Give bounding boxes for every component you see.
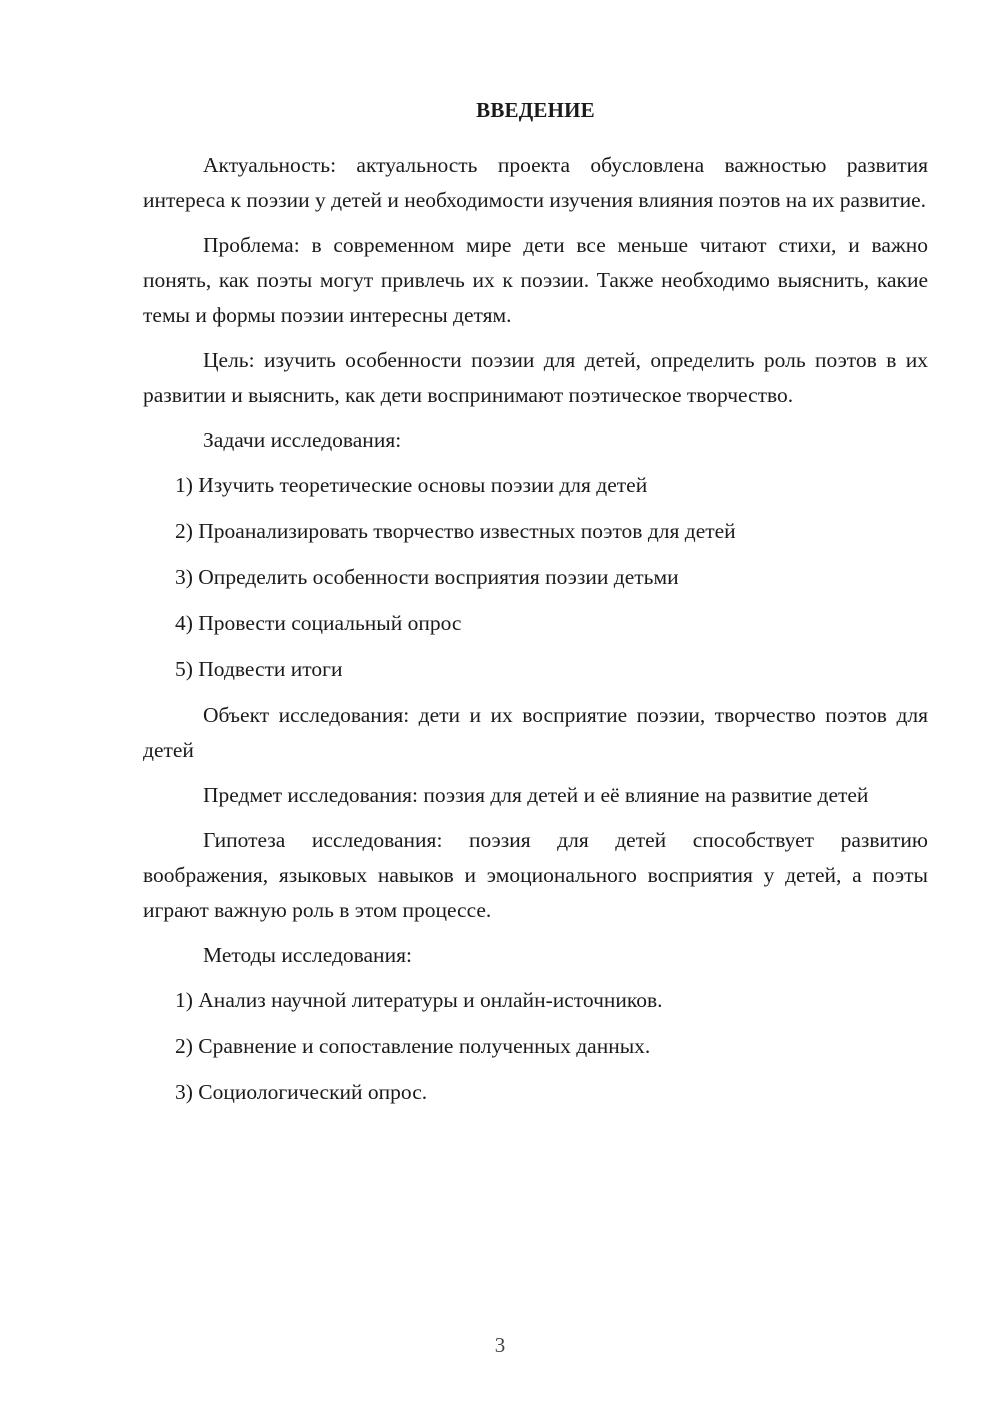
problem-paragraph: Проблема: в современном мире дети все меньше читают стихи, и важно понять, как поэты могут привлечь их к поэзии. Также необходимо выяснить, какие темы и формы поэзии интересны детям. [143,233,928,327]
task-item: 1) Изучить теоретические основы поэзии для детей [175,473,648,497]
page-number: 3 [494,1333,506,1357]
task-item: 5) Подвести итоги [175,657,343,681]
object-paragraph: Объект исследования: дети и их восприятие поэзии, творчество поэтов для детей [143,703,928,762]
relevance-paragraph: Актуальность: актуальность проекта обусловлена важностью развития интереса к поэзии у детей и необходимости изучения влияния поэтов на их развитие. [143,153,928,212]
page-title: ВВЕДЕНИЕ [476,98,595,122]
subject-paragraph: Предмет исследования: поэзия для детей и её влияние на развитие детей [203,783,869,807]
method-item: 3) Социологический опрос. [175,1080,428,1104]
tasks-heading: Задачи исследования: [203,428,402,452]
method-item: 2) Сравнение и сопоставление полученных данных. [175,1034,651,1058]
methods-heading: Методы исследования: [203,943,412,967]
task-item: 4) Провести социальный опрос [175,611,462,635]
method-item: 1) Анализ научной литературы и онлайн-источников. [175,988,663,1012]
task-item: 2) Проанализировать творчество известных поэтов для детей [175,519,736,543]
task-item: 3) Определить особенности восприятия поэзии детьми [175,565,679,589]
hypothesis-paragraph: Гипотеза исследования: поэзия для детей способствует развитию воображения, языковых навыков и эмоционального восприятия у детей, а поэты играют важную роль в этом процессе. [143,828,928,922]
goal-paragraph: Цель: изучить особенности поэзии для детей, определить роль поэтов в их развитии и выяснить, как дети воспринимают поэтическое творчество. [143,348,928,407]
document-page [143,93,928,1121]
